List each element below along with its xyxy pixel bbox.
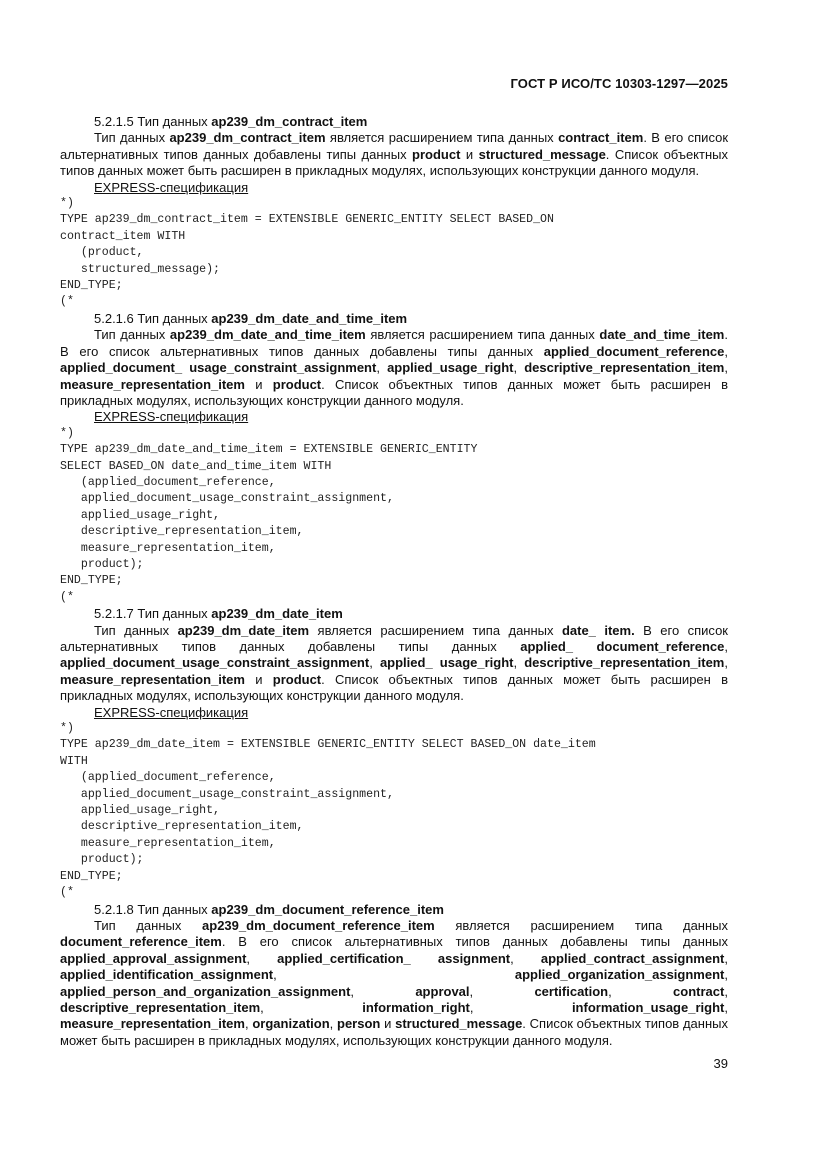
type-name: product — [272, 671, 322, 687]
type-name: measure_representation_item — [60, 376, 245, 392]
body-text: . Список объектных типов данных может быть расширен в прикладных модулях, использующих конструкции данного модуля. — [60, 671, 728, 704]
body-text: , — [724, 983, 728, 999]
body-text: , — [724, 360, 728, 376]
express-spec-label: EXPRESS-спецификация — [94, 179, 249, 195]
body-text: . Список объектных типов данных может быть расширен в прикладных модулях, использующих конструкции данного модуля. — [60, 1016, 728, 1048]
express-code: *) TYPE ap239_dm_contract_item = EXTENSIBLE GENERIC_ENTITY SELECT BASED_ON contract_item WITH (product, structured_message); END_TYPE; (* — [60, 197, 554, 309]
section-heading: 5.2.1.7 Тип данных ap239_dm_date_item — [94, 606, 343, 622]
type-name: person — [337, 1016, 381, 1032]
body-text: В его список альтернативных типов данных добавлены типы данных — [60, 622, 728, 654]
body-text: Тип данных — [94, 130, 170, 146]
type-name: applied_document_reference — [543, 343, 725, 359]
type-name: structured_message — [478, 146, 606, 162]
type-name: applied_usage_right — [387, 360, 514, 376]
body-text: и — [244, 376, 273, 392]
express-code: *) TYPE ap239_dm_date_item = EXTENSIBLE GENERIC_ENTITY SELECT BASED_ON date_item WITH (applied_document_reference, applied_document_usage_constraint_assignment, applied_usage_right, descriptive_representation_item, measure_representation_item, product); END_TYPE; (* — [60, 722, 596, 900]
section-body — [60, 623, 728, 705]
type-name: document_reference_item — [60, 934, 222, 950]
express-code: *) TYPE ap239_dm_date_and_time_item = EXTENSIBLE GENERIC_ENTITY SELECT BASED_ON date_and_time_item WITH (applied_document_reference, applied_document_usage_constraint_assignment, applied_usage_right, descriptive_representation_item, measure_representation_item, product); END_TYPE; (* — [60, 426, 478, 604]
body-text: является расширением типа данных — [309, 622, 562, 638]
body-text: , — [724, 950, 728, 966]
body-text: , — [510, 950, 541, 966]
body-text: , — [376, 360, 388, 376]
type-name: information_right — [362, 999, 470, 1015]
page-header: ГОСТ Р ИСО/ТС 10303-1297—2025 — [510, 76, 728, 91]
body-text: , — [724, 967, 728, 983]
type-name: applied_contract_assignment — [540, 950, 725, 966]
type-name: ap239_dm_contract_item — [169, 130, 326, 146]
type-name: applied_person_and_organization_assignment — [60, 983, 351, 999]
type-name: applied_document_ usage_constraint_assignment — [60, 360, 377, 376]
section-5-2-1-5 — [60, 114, 728, 311]
body-text: является расширением типа данных — [434, 917, 728, 933]
type-name: contract — [673, 983, 725, 999]
type-name: applied_identification_assignment — [60, 967, 274, 983]
body-text: . Список объектных типов данных может быть расширен в прикладных модулях, использующих конструкции данного модуля. — [60, 376, 728, 408]
body-text: и — [380, 1016, 396, 1032]
body-text: , — [260, 999, 363, 1015]
section-5-2-1-7 — [60, 606, 728, 901]
body-text: , — [724, 999, 728, 1015]
body-text: Тип данных — [94, 917, 203, 933]
type-name: ap239_dm_date_and_time_item — [169, 327, 366, 343]
type-name: approval — [415, 983, 470, 999]
type-name: organization — [252, 1016, 330, 1032]
body-text: , — [608, 983, 674, 999]
body-text: является расширением типа данных — [365, 327, 600, 343]
type-name: date_and_time_item — [599, 327, 725, 343]
type-name: applied_certification_ assignment — [277, 950, 511, 966]
type-name: applied_organization_assignment — [514, 967, 725, 983]
type-name: applied_approval_assignment — [60, 950, 247, 966]
type-name: descriptive_representation_item — [524, 655, 725, 671]
type-name: measure_representation_item — [60, 1016, 245, 1032]
body-text: . В его список альтернативных типов данных добавлены типы данных — [60, 130, 729, 162]
section-body — [60, 327, 728, 409]
body-text: , — [273, 967, 515, 983]
type-name: product — [412, 146, 461, 162]
type-name: product — [272, 376, 322, 392]
section-heading: 5.2.1.5 Тип данных ap239_dm_contract_item — [94, 114, 368, 129]
body-text: , — [724, 639, 728, 654]
body-text: , — [246, 950, 278, 966]
body-text: , — [369, 655, 380, 671]
type-name: contract_item — [558, 130, 644, 146]
type-name: information_usage_right — [571, 999, 725, 1015]
content — [60, 114, 728, 1049]
body-text: Тип данных — [94, 622, 178, 638]
type-name: descriptive_representation_item — [524, 360, 725, 376]
type-name: ap239_dm_document_reference_item — [202, 917, 435, 933]
body-text: , — [724, 655, 728, 671]
body-text: является расширением типа данных — [325, 130, 559, 146]
body-text: и — [460, 146, 479, 162]
type-name: applied_ usage_right — [379, 655, 514, 671]
type-name: applied_document_usage_constraint_assignment — [60, 655, 370, 671]
body-text: , — [724, 343, 728, 359]
body-text: , — [469, 999, 572, 1015]
type-name: descriptive_representation_item — [60, 999, 261, 1015]
express-spec-label: EXPRESS-спецификация — [94, 704, 249, 720]
type-name: date_ item. — [561, 622, 635, 638]
body-text: . В его список альтернативных типов данных добавлены типы данных — [221, 934, 728, 950]
body-text: и — [244, 671, 273, 687]
type-name: applied_ document_reference — [520, 639, 725, 654]
body-text: Тип данных — [94, 327, 170, 343]
body-text: , — [329, 1016, 338, 1032]
section-body — [60, 130, 728, 179]
section-heading: 5.2.1.6 Тип данных ap239_dm_date_and_time_item — [94, 310, 408, 326]
page-number: 39 — [713, 1056, 728, 1071]
body-text: . Список объектных типов данных может быть расширен в прикладных модулях, использующих конструкции данного модуля. — [60, 146, 728, 179]
section-5-2-1-6 — [60, 311, 728, 606]
body-text: , — [513, 655, 525, 671]
body-text: , — [469, 983, 535, 999]
type-name: measure_representation_item — [60, 671, 245, 687]
body-text: , — [244, 1016, 253, 1032]
type-name: ap239_dm_date_item — [177, 622, 310, 638]
express-spec-label: EXPRESS-спецификация — [94, 409, 249, 425]
body-text: . В его список альтернативных типов данных добавлены типы данных — [60, 327, 728, 359]
body-text: , — [513, 360, 525, 376]
type-name: structured_message — [395, 1016, 523, 1032]
body-text: , — [350, 983, 416, 999]
section-5-2-1-8 — [60, 902, 728, 1050]
section-body — [60, 918, 728, 1049]
section-heading: 5.2.1.8 Тип данных ap239_dm_document_reference_item — [94, 901, 444, 917]
type-name: certification — [534, 983, 609, 999]
